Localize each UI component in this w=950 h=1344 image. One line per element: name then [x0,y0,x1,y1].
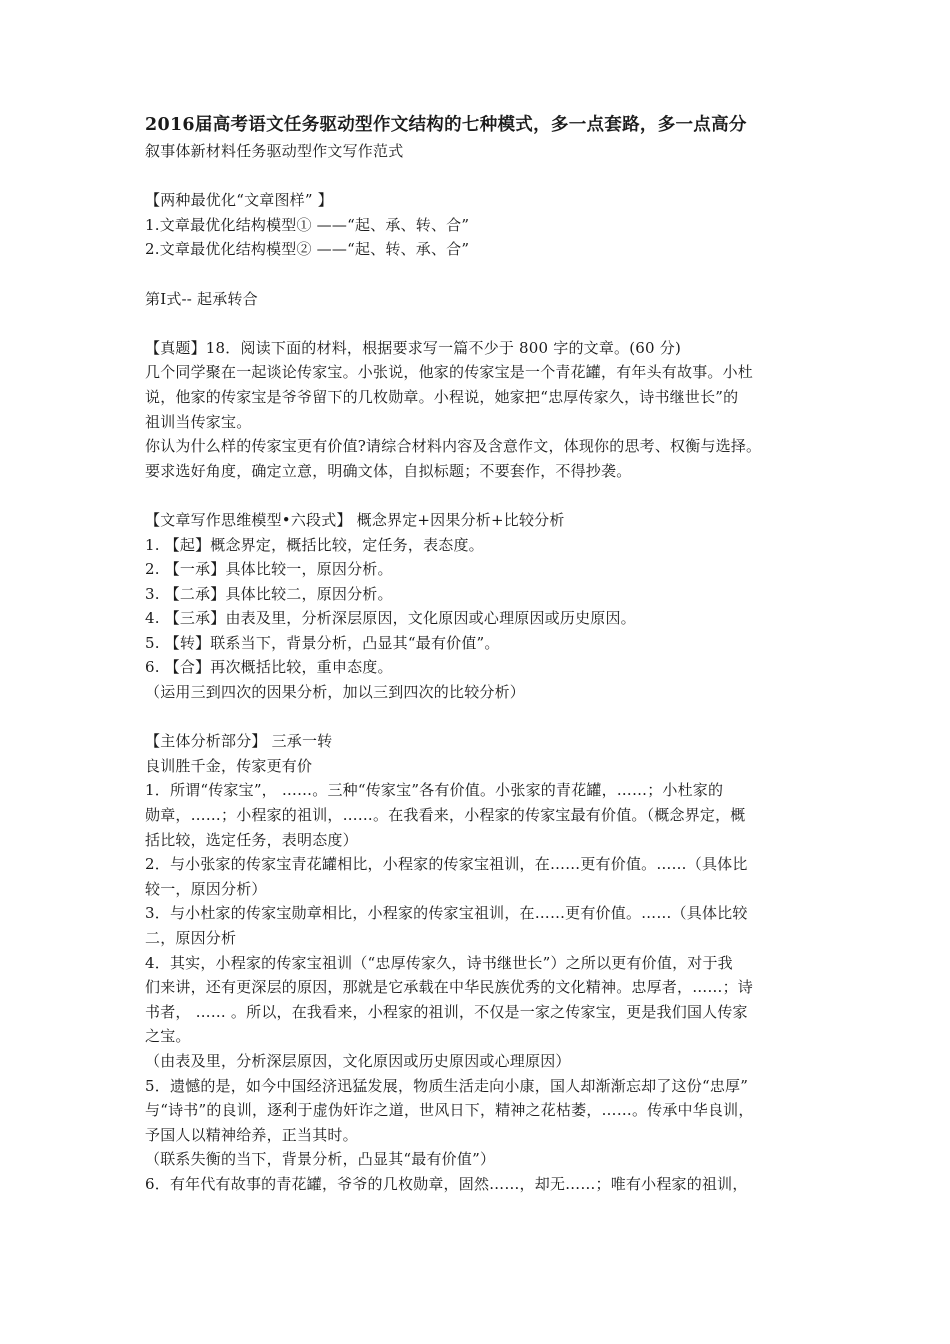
list-item: 2. 【一承】具体比较一，原因分析。 [145,560,393,579]
document-page [145,112,810,1197]
essay-title: 良训胜千金，传家更有价 [145,756,313,775]
body-line: 1．所谓“传家宝”， ……。三种“传家宝”各有价值。小张家的青花罐，……；小杜家的 [145,781,724,800]
list-item: 6. 【合】再次概括比较，重申态度。 [145,658,393,677]
body-line: 6．有年代有故事的青花罐，爷爷的几枚勋章，固然……，却无……；唯有小程家的祖训， [145,1174,748,1193]
body-note: （由表及里，分析深层原因，文化原因或历史原因或心理原因） [145,1051,571,1070]
model-heading: 【文章写作思维模型•六段式】 概念界定+因果分析+比较分析 [145,510,565,529]
list-item: 1.文章最优化结构模型① ——“起、承、转、合” [145,215,470,234]
spacer [145,705,810,730]
spacer [145,483,810,508]
section-heading-optimal-models: 【两种最优化“文章图样” 】 [145,191,333,210]
body-line: 5．遗憾的是，如今中国经济迅猛发展，物质生活走向小康，国人却渐渐忘却了这份“忠厚” [145,1076,749,1095]
body-line: 较一，原因分析） [145,879,267,898]
prompt-heading: 【真题】18．阅读下面的材料，根据要求写一篇不少于 800 字的文章。(60 分) [145,338,682,357]
style-heading: 第Ⅰ式-- 起承转合 [145,289,258,308]
spacer [145,164,810,189]
list-item: 1. 【起】概念界定，概括比较，定任务，表态度。 [145,535,484,554]
main-analysis-heading: 【主体分析部分】 三承一转 [145,732,333,751]
body-line: 予国人以精神给养，正当其时。 [145,1125,358,1144]
prompt-line: 祖训当传家宝。 [145,412,252,431]
spacer [145,262,810,287]
prompt-line: 说，他家的传家宝是爷爷留下的几枚勋章。小程说，她家把“忠厚传家久，诗书继世长”的 [145,387,739,406]
body-line: 书者， …… 。所以，在我看来，小程家的祖训，不仅是一家之传家宝，更是我们国人传家 [145,1002,748,1021]
body-line: 们来讲，还有更深层的原因，那就是它承载在中华民族优秀的文化精神。忠厚者，……；诗 [145,978,754,997]
body-line: 二，原因分析 [145,929,237,947]
model-note: （运用三到四次的因果分析，加以三到四次的比较分析） [145,683,526,702]
list-item: 5. 【转】联系当下，背景分析，凸显其“最有价值”。 [145,633,500,652]
body-line: 括比较，选定任务，表明态度） [145,830,358,849]
list-item: 4. 【三承】由表及里，分析深层原因，文化原因或心理原因或历史原因。 [145,609,636,628]
list-item: 2.文章最优化结构模型② ——“起、转、承、合” [145,240,470,259]
prompt-line: 你认为什么样的传家宝更有价值?请综合材料内容及含意作文，体现你的思考、权衡与选择。 [145,437,762,456]
body-line: 2．与小张家的传家宝青花罐相比，小程家的传家宝祖训，在……更有价值。……（具体比 [145,855,748,874]
body-line: 4．其实，小程家的传家宝祖训（“忠厚传家久，诗书继世长”）之所以更有价值，对于我 [145,953,733,972]
prompt-line: 几个同学聚在一起谈论传家宝。小张说，他家的传家宝是一个青花罐，有年头有故事。小杜 [145,363,754,382]
prompt-line: 要求选好角度，确定立意，明确文体，自拟标题；不要套作，不得抄袭。 [145,461,632,480]
document-subtitle: 叙事体新材料任务驱动型作文写作范式 [145,142,404,160]
list-item: 3. 【二承】具体比较二，原因分析。 [145,584,393,603]
document-title: 2016届高考语文任务驱动型作文结构的七种模式，多一点套路，多一点高分 [145,115,747,135]
body-line: 之宝。 [145,1027,191,1046]
body-line: 勋章，……；小程家的祖训，……。在我看来，小程家的传家宝最有价值。（概念界定，概 [145,806,746,825]
body-note: （联系失衡的当下，背景分析，凸显其“最有价值”） [145,1150,496,1169]
spacer [145,311,810,336]
body-line: 与“诗书”的良训，逐利于虚伪奸诈之道，世风日下，精神之花枯萎，……。传承中华良训， [145,1101,754,1120]
body-line: 3．与小杜家的传家宝勋章相比，小程家的传家宝祖训，在……更有价值。……（具体比较 [145,904,748,923]
